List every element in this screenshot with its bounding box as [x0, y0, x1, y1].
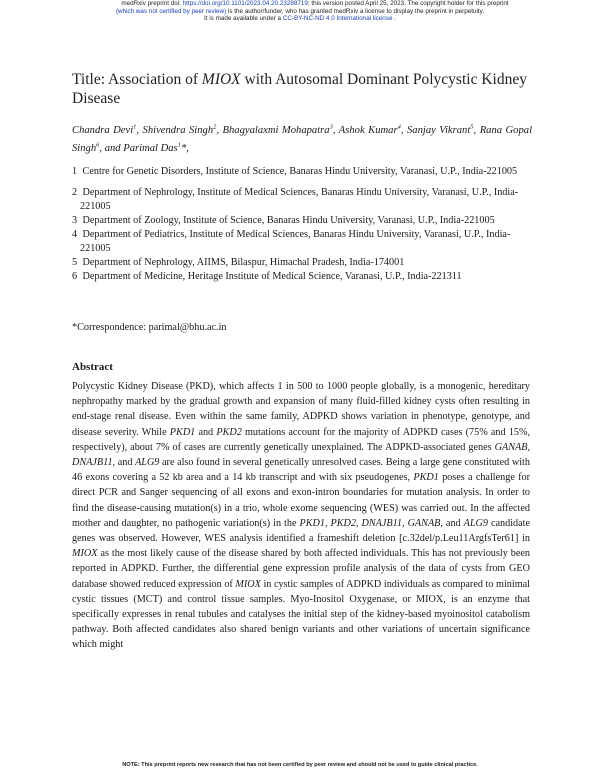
affiliation-number: 3	[72, 215, 78, 226]
author-list	[72, 122, 532, 158]
author-name: Shivendra Singh	[142, 125, 214, 136]
gene-name: PKD1	[413, 472, 439, 484]
abstract-heading: Abstract	[72, 361, 113, 373]
affiliation-item	[72, 256, 534, 270]
gene-name: GANAB, DNAJB11,	[72, 441, 530, 469]
author-name: Sanjay Vikrant	[406, 125, 471, 136]
author-separator: ,	[136, 125, 143, 136]
abstract-text: and	[442, 517, 464, 529]
title-pre: Title: Association of	[72, 71, 202, 88]
header-line3-post: .	[392, 15, 396, 23]
gene-name: MIOX	[72, 548, 98, 560]
affiliation-text: Department of Pediatrics, Institute of Medical Sciences, Banaras Hindu University, Varanasi, U.P., India-221005	[80, 229, 511, 254]
affiliation-text: Centre for Genetic Disorders, Institute of Science, Banaras Hindu University, Varanasi, U.P., India-221005	[82, 166, 518, 177]
author-separator: ,	[473, 125, 480, 136]
abstract-text: in cystic samples of ADPKD individuals as compared to minimal cystic tissues (MCT) and control tissue samples. Myo-Inositol Oxygenase, or MIOX, is an enzyme that specifically expresses in renal tubules and catalyses the initial step of the kidney-based myoinositol catabolism pathway. Both affected candidates also shared benign variants and other variations of uncertain significance which might	[72, 578, 530, 651]
author-affiliation-mark: 6	[96, 141, 100, 149]
affiliation-item	[72, 228, 534, 256]
title-post: with Autosomal Dominant Polycystic Kidney Disease	[72, 71, 527, 107]
affiliation-number: 4	[72, 229, 78, 240]
title-gene: MIOX	[201, 71, 241, 88]
affiliation-number: 5	[72, 257, 78, 268]
author-name: Chandra Devi	[72, 125, 134, 136]
affiliation-list	[72, 165, 534, 284]
abstract-text: are also found in several genetically unresolved cases. Being a large gene constituted with 46 exons covering a 52 kb area and a 14 kb transcript and with six pseudogenes,	[72, 457, 530, 484]
header-line3-pre: It is made available under a	[204, 15, 283, 23]
affiliation-item	[72, 165, 534, 179]
doi-link[interactable]: https://doi.org/10.1101/2023.04.20.23288719	[182, 0, 308, 7]
license-link[interactable]: CC-BY-NC-ND 4.0 International license	[282, 15, 393, 23]
header-prefix: medRxiv preprint doi:	[121, 0, 183, 7]
abstract-body	[72, 379, 530, 653]
preprint-header	[0, 0, 600, 23]
abstract-text: candidate genes was observed. However, WES analysis identified a frameshift deletion [c.32del/p.Leu11ArgfsTer61] in	[72, 517, 530, 545]
affiliation-text: Department of Zoology, Institute of Science, Banaras Hindu University, Varanasi, U.P., India-221005	[82, 215, 495, 226]
affiliation-text: Department of Nephrology, AIIMS, Bilaspur, Himachal Pradesh, India-174001	[82, 257, 405, 268]
author-name: Rana Gopal Singh	[72, 125, 533, 154]
author-separator: *,	[180, 143, 189, 154]
author-separator: ,	[332, 125, 339, 136]
affiliation-item	[72, 186, 534, 214]
author-affiliation-mark: 4	[397, 123, 401, 131]
gene-name: ALG9	[463, 517, 488, 529]
author-affiliation-mark: 2	[213, 123, 217, 131]
abstract-text: Polycystic Kidney Disease (PKD), which affects 1 in 500 to 1000 people globally, is a monogenic, hereditary nephropathy marked by the gradual growth and expansion of many fluid-filled kidney cysts often resulting in end-stage renal disease. Even within the same family, ADPKD shows variation in phenotype, genotype, and disease severity. While	[72, 381, 530, 438]
author-name: Ashok Kumar	[338, 125, 398, 136]
header-line-1	[0, 0, 600, 8]
author-affiliation-mark: 5	[470, 123, 474, 131]
author-affiliation-mark: 1	[177, 141, 181, 149]
header-line1-rest: ; this version posted April 25, 2023. The copyright holder for this preprint	[307, 0, 509, 7]
abstract-text: poses a challenge for direct PCR and Sanger sequencing of all exons and exon-intron boundaries for mutation analysis. In order to find the disease-causing mutation(s) in a trio, whole exome sequencing (WES) was carried out. In the affected mother and daughter, no pathogenic variation(s) in the	[72, 472, 531, 529]
gene-name: PKD1	[169, 426, 196, 438]
gene-name: PKD2	[216, 426, 242, 438]
abstract-text: and	[115, 457, 136, 469]
peer-review-note: (which was not certified by peer review)	[115, 7, 227, 15]
author-name: Bhagyalaxmi Mohapatra	[222, 125, 330, 136]
author-affiliation-mark: 1	[133, 123, 137, 131]
paper-title	[72, 70, 532, 108]
affiliation-text: Department of Medicine, Heritage Institute of Medical Science, Varanasi, U.P., India-221311	[82, 271, 462, 282]
author-name: Parimal Das	[123, 143, 178, 154]
affiliation-item	[72, 214, 534, 228]
header-line2-rest: is the author/funder, who has granted medRxiv a license to display the preprint in perpetuity.	[226, 7, 485, 15]
affiliation-number: 2	[72, 187, 78, 198]
affiliation-item	[72, 270, 534, 284]
affiliation-text: Department of Nephrology, Institute of Medical Sciences, Banaras Hindu University, Varanasi, U.P., India-221005	[80, 187, 519, 212]
gene-name: MIOX	[235, 578, 261, 590]
header-line-3	[0, 15, 600, 23]
header-line-2	[0, 8, 600, 16]
gene-name: ALG9	[135, 457, 160, 469]
author-separator: , and	[99, 143, 124, 154]
abstract-text: and	[195, 426, 217, 438]
affiliation-number: 1	[72, 166, 78, 177]
correspondence: *Correspondence: parimal@bhu.ac.in	[72, 322, 227, 333]
abstract-text: as the most likely cause of the disease shared by both affected individuals. This has not previously been reported in ADPKD. Further, the differential gene expression profile analysis of the data of cysts from GEO database showed reduced expression of	[72, 548, 530, 590]
affiliation-number: 6	[72, 271, 78, 282]
author-separator: ,	[216, 125, 223, 136]
abstract-text: mutations account for the majority of ADPKD cases (75% and 15%, respectively), about 7% of cases are currently genetically unexplained. The ADPKD-associated genes	[72, 426, 530, 453]
author-affiliation-mark: 3	[329, 123, 333, 131]
author-separator: ,	[400, 125, 407, 136]
gene-name: PKD1, PKD2, DNAJB11, GANAB,	[299, 517, 443, 529]
footer-note: NOTE: This preprint reports new research that has not been certified by peer review and should not be used to guide clinical practice.	[122, 762, 478, 768]
